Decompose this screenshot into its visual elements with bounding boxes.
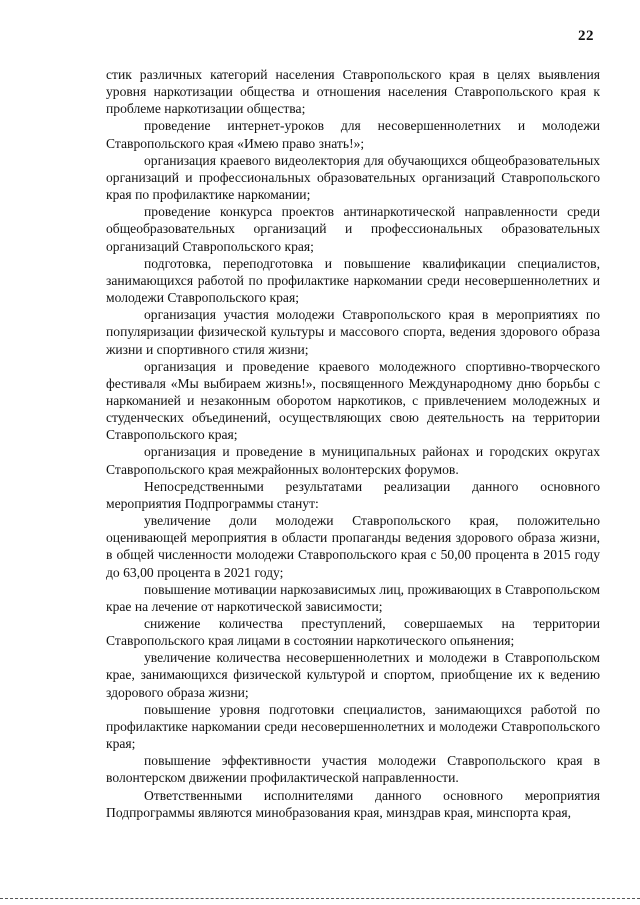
paragraph: увеличение доли молодежи Ставропольского края, положительно оценивающей мероприятия в области пропаганды ведения здорового образа жизни, в общей численности молодежи Ставропольского края с 50,00 процента в 2015 году до 63,00 процента в 2021 году;: [106, 513, 600, 580]
paragraph: организация и проведение краевого молодежного спортивно-творческого фестиваля «Мы выбираем жизнь!», посвященного Международному дню борьбы с наркоманией и незаконным оборотом наркотиков, с привлечением молодежных и студенческих объединений, осуществляющих свою деятельность на территории Ставропольского края;: [106, 358, 600, 443]
paragraph: повышение мотивации наркозависимых лиц, проживающих в Ставропольском крае на лечение от наркотической зависимости;: [106, 581, 600, 614]
page-number: 22: [578, 28, 594, 44]
paragraph: организация и проведение в муниципальных районах и городских округах Ставропольского края межрайонных волонтерских форумов.: [106, 444, 600, 477]
paragraph: организация участия молодежи Ставропольского края в мероприятиях по популяризации физической культуры и массового спорта, ведения здорового образа жизни и спортивного стиля жизни;: [106, 307, 600, 357]
paragraph: организация краевого видеолектория для обучающихся общеобразовательных организаций и профессиональных образовательных организаций Ставропольского края по профилактике наркомании;: [106, 152, 600, 203]
paragraph: повышение эффективности участия молодежи Ставропольского края в волонтерском движении профилактической направленности.: [106, 753, 600, 786]
paragraph: увеличение количества несовершеннолетних и молодежи в Ставропольском крае, занимающихся физической культурой и спортом, приобщение их к ведению здорового образа жизни;: [106, 650, 600, 700]
paragraph: Непосредственными результатами реализации данного основного мероприятия Подпрограммы станут:: [106, 478, 600, 511]
paragraph-continuation: стик различных категорий населения Ставропольского края в целях выявления уровня наркотизации общества и отношения населения Ставропольского края к проблеме наркотизации общества;: [106, 67, 600, 117]
paragraph: повышение уровня подготовки специалистов, занимающихся работой по профилактике наркомании среди несовершеннолетних и молодежи Ставропольского края;: [106, 701, 600, 752]
document-body: [106, 66, 600, 821]
scan-bottom-edge: [0, 898, 640, 899]
paragraph: Ответственными исполнителями данного основного мероприятия Подпрограммы являются минобразования края, минздрав края, минспорта края,: [106, 787, 600, 820]
paragraph: проведение интернет-уроков для несовершеннолетних и молодежи Ставропольского края «Имею право знать!»;: [106, 118, 600, 151]
paragraph: снижение количества преступлений, совершаемых на территории Ставропольского края лицами в состоянии наркотического опьянения;: [106, 616, 600, 649]
paragraph: проведение конкурса проектов антинаркотической направленности среди общеобразовательных организаций и профессиональных образовательных организаций Ставропольского края;: [106, 204, 600, 254]
paragraph: подготовка, переподготовка и повышение квалификации специалистов, занимающихся работой по профилактике наркомании среди несовершеннолетних и молодежи Ставропольского края;: [106, 255, 600, 306]
